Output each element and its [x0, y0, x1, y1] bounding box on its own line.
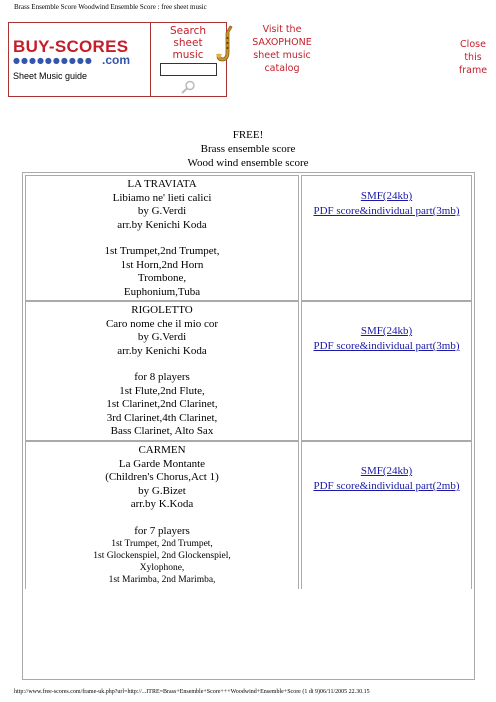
- score-info-cell: [25, 301, 299, 441]
- intro-free: FREE!: [232, 129, 264, 141]
- logo-brand: BUY-SCORES: [13, 37, 129, 56]
- saxophone-catalog-link[interactable]: Visit the SAXOPHONE sheet music catalog: [252, 24, 312, 74]
- buy-scores-logo[interactable]: [9, 23, 151, 96]
- score-title: RIGOLETTO: [131, 304, 193, 316]
- smf-link[interactable]: SMF(24kb): [360, 465, 413, 477]
- buy-scores-banner[interactable]: [8, 22, 227, 97]
- print-footer-url: http://www.free-scores.com/frame-uk.php?url=http://...ITRE=Brass+Ensemble+Score+++Woodwind+Ensemble+Score (1 di 9)06/11/2005 22.30.15: [14, 689, 370, 695]
- saxophone-icon[interactable]: [214, 24, 238, 64]
- search-label: Search sheet music: [169, 25, 207, 61]
- score-composer: by G.Bizet: [138, 484, 186, 497]
- score-links-cell: [301, 175, 472, 301]
- table-row: [25, 441, 472, 589]
- search-input[interactable]: [160, 63, 217, 76]
- score-arranger: arr.by Kenichi Koda: [117, 218, 207, 231]
- smf-link[interactable]: SMF(24kb): [360, 190, 413, 202]
- score-composer: by G.Verdi: [137, 331, 187, 343]
- score-part: 1st Flute,2nd Flute,: [119, 384, 205, 397]
- intro-heading: [0, 128, 496, 170]
- pdf-score-link[interactable]: PDF score&individual part(2mb): [313, 480, 460, 492]
- score-part: 1st Horn,2nd Horn: [120, 258, 204, 271]
- score-subtitle: Libiamo ne' lieti calici: [112, 191, 212, 204]
- score-title: CARMEN: [138, 444, 186, 456]
- score-part: 3rd Clarinet,4th Clarinet,: [106, 411, 218, 424]
- table-row: [25, 175, 472, 301]
- scores-table: [22, 172, 475, 680]
- score-arranger: arr.by Kenichi Koda: [117, 344, 207, 357]
- score-part: 1st Trumpet, 2nd Trumpet,: [111, 539, 213, 549]
- logo-subtitle: Sheet Music guide: [13, 71, 88, 81]
- score-part: 1st Marimba, 2nd Marimba,: [108, 575, 216, 585]
- pdf-score-link[interactable]: PDF score&individual part(3mb): [313, 205, 460, 217]
- score-players: for 8 players: [134, 371, 190, 383]
- logo-dots: ●●●●●●●●●●: [13, 56, 93, 65]
- table-row: [25, 301, 472, 441]
- score-players: for 7 players: [134, 524, 190, 537]
- score-title: LA TRAVIATA: [127, 178, 197, 190]
- score-part: 1st Clarinet,2nd Clarinet,: [106, 398, 218, 410]
- print-header-title: Brass Ensemble Score Woodwind Ensemble Score : free sheet music: [14, 3, 207, 11]
- score-subtitle: La Garde Montante: [118, 457, 206, 470]
- score-part: Xylophone,: [139, 563, 185, 573]
- magnifier-icon[interactable]: [179, 80, 197, 94]
- intro-brass: Brass ensemble score: [200, 143, 296, 155]
- logo-domain: .com: [102, 53, 131, 67]
- score-info-cell: [25, 441, 299, 589]
- score-subtitle: Caro nome che il mio cor: [105, 317, 219, 330]
- score-arranger: arr.by K.Koda: [130, 498, 194, 510]
- score-part: Bass Clarinet, Alto Sax: [110, 425, 214, 437]
- smf-link[interactable]: SMF(24kb): [360, 325, 413, 337]
- score-links-cell: [301, 301, 472, 441]
- intro-woodwind: Wood wind ensemble score: [187, 157, 309, 169]
- close-frame-link[interactable]: Close this frame: [458, 39, 488, 76]
- score-info-cell: [25, 175, 299, 301]
- score-links-cell: [301, 441, 472, 589]
- score-subtitle: (Children's Chorus,Act 1): [105, 471, 219, 483]
- score-part: Euphonium,Tuba: [123, 285, 201, 298]
- score-part: 1st Trumpet,2nd Trumpet,: [104, 245, 220, 257]
- score-composer: by G.Verdi: [137, 205, 187, 217]
- pdf-score-link[interactable]: PDF score&individual part(3mb): [313, 340, 460, 352]
- score-part: 1st Glockenspiel, 2nd Glockenspiel,: [93, 551, 231, 561]
- score-part: Trombone,: [137, 272, 187, 284]
